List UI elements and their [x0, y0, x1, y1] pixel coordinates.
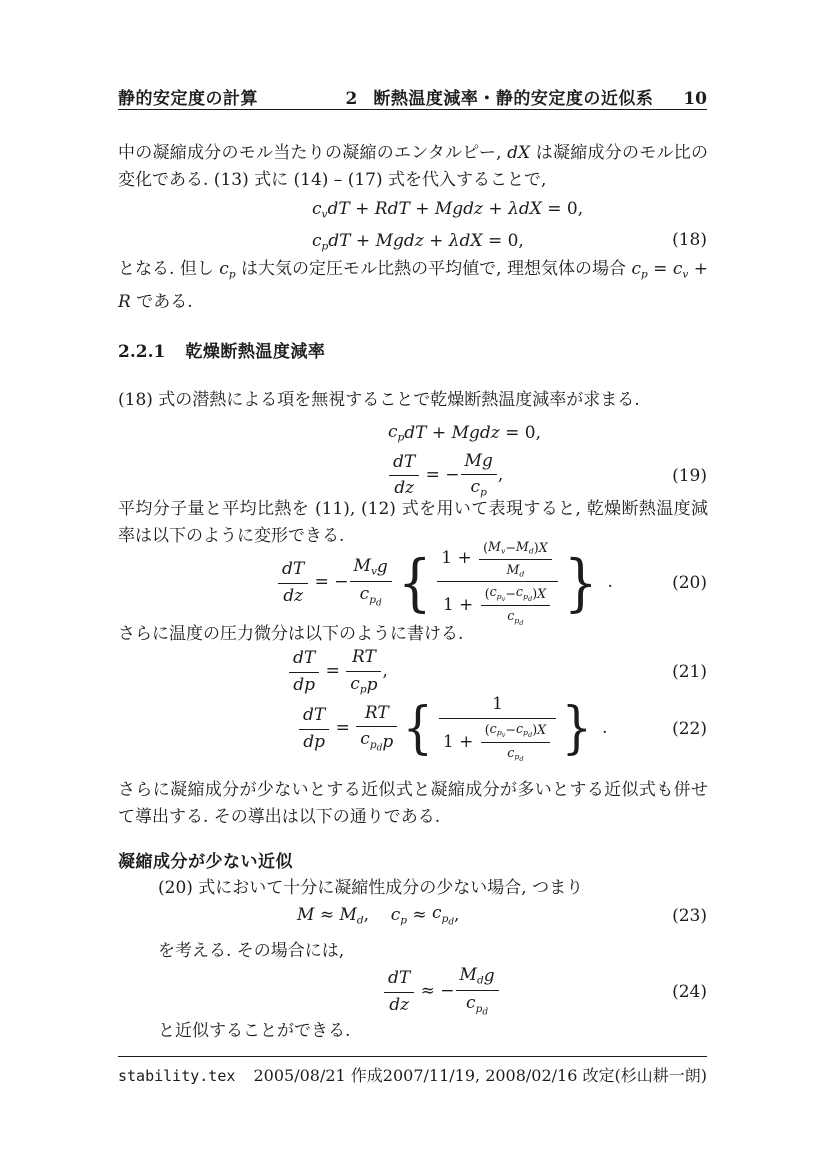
- equation-18-line-1: $c_v$ dT + RdT + Mgdz + λdX = 0,: [312, 198, 584, 221]
- header-section-number: 2: [345, 89, 358, 109]
- equation-number-20: (20): [672, 573, 707, 593]
- equation-24-line: $\frac{dT}{dz}$ ≈ − $M_d$ g $c_{p_d}$: [118, 965, 500, 1018]
- header-rule: [118, 109, 707, 110]
- equation-20: [118, 539, 707, 627]
- equation-22-line: $\frac{dT}{dp}$ = RT $c_{p_d}$ p { 1 1 + ( $c_{pv}$ − $c_{pd}$ ) X $c_{pd}$ } .: [118, 694, 608, 763]
- equation-22: [118, 694, 707, 764]
- equation-19: [118, 420, 707, 502]
- equation-18-lines: [118, 199, 583, 254]
- paragraph-dry-lapse-intro: (18) 式の潜熱による項を無視することで乾燥断熱温度減率が求まる.: [118, 390, 640, 410]
- paragraph-approx-intro: さらに凝縮成分が少ないとする近似式と凝縮成分が多いとする近似式も併せて導出する. その導出は以下の通りである.: [118, 780, 708, 827]
- paragraph-consider-case: を考える. その場合には,: [158, 941, 345, 961]
- page-number: 10: [683, 89, 707, 109]
- equation-number-23: (23): [672, 906, 707, 926]
- footer-revision: 2005/08/21 作成2007/11/19, 2008/02/16 改定(杉山耕一朗): [253, 1066, 707, 1085]
- paragraph-few-condensate-case: (20) 式において十分に凝縮性成分の少ない場合, つまり: [158, 878, 584, 898]
- header-section-title: 断熱温度減率・静的安定度の近似系: [373, 89, 654, 109]
- equation-21: [118, 648, 707, 696]
- paragraph-cp-definition: となる. 但し $c_p$ は大気の定圧モル比熱の平均値で, 理想気体の場合 $c_p = c_v + R$ である.: [118, 259, 708, 312]
- equation-number-22: (22): [672, 719, 707, 739]
- equation-number-21: (21): [672, 662, 707, 682]
- equation-21-line: $\frac{dT}{dp}$ = RT $c_p$ p ,: [118, 647, 388, 696]
- equation-23: [118, 903, 707, 929]
- equation-18-line-2: $c_p$ dT + Mgdz + λdX = 0,: [312, 230, 524, 253]
- equation-number-19: (19): [672, 466, 707, 486]
- equation-19-lines: [118, 422, 541, 500]
- paragraph-mean-molecular: 平均分子量と平均比熱を (11), (12) 式を用いて表現すると, 乾燥断熱温度減率は以下のように変形できる.: [118, 499, 708, 546]
- paragraph-pressure-derivative: さらに温度の圧力微分は以下のように書ける.: [118, 624, 464, 644]
- equation-19-line-1: $c_p$ dT + Mgdz = 0,: [388, 422, 541, 444]
- subsection-number: 2.2.1: [118, 342, 166, 362]
- paragraph-condensation-enthalpy: 中の凝縮成分のモル当たりの凝縮のエンタルピー, dX は凝縮成分のモル比の変化である. (13) 式に (14) – (17) 式を代入することで,: [118, 143, 708, 190]
- equation-20-line: $\frac{dT}{dz}$ = − $M_v$ g $c_{p_d}$ { 1 + ( $M_v$ − $M_d$ ) X $M_d$ 1 + ( $c_{pv}$ − $c_{pd}$ ) X $c_{pd}$ } .: [118, 539, 613, 627]
- paragraph-approx-conclusion: と近似することができる.: [158, 1021, 351, 1041]
- paragraph-heading-few-condensate: 凝縮成分が少ない近似: [118, 852, 293, 872]
- equation-19-line-2: $\frac{dT}{dz}$ = − $\frac{Mg}{c_p}$ ,: [388, 451, 503, 500]
- equation-number-24: (24): [672, 982, 707, 1002]
- page-footer: [118, 1063, 707, 1086]
- footer-filename: stability.tex: [118, 1067, 236, 1085]
- footer-rule: [118, 1056, 707, 1057]
- header-section: [345, 84, 707, 109]
- running-title: 静的安定度の計算: [118, 89, 258, 109]
- page-header: [118, 84, 707, 109]
- equation-23-line: M ≈ $M_d$ , $c_p$ ≈ $c_{p_d}$ ,: [297, 903, 460, 928]
- equation-24: [118, 966, 707, 1018]
- subsection-title: 乾燥断熱温度減率: [185, 342, 326, 362]
- equation-number-18: (18): [672, 230, 707, 250]
- subsection-heading-221: [118, 337, 708, 362]
- equation-18: [118, 197, 707, 255]
